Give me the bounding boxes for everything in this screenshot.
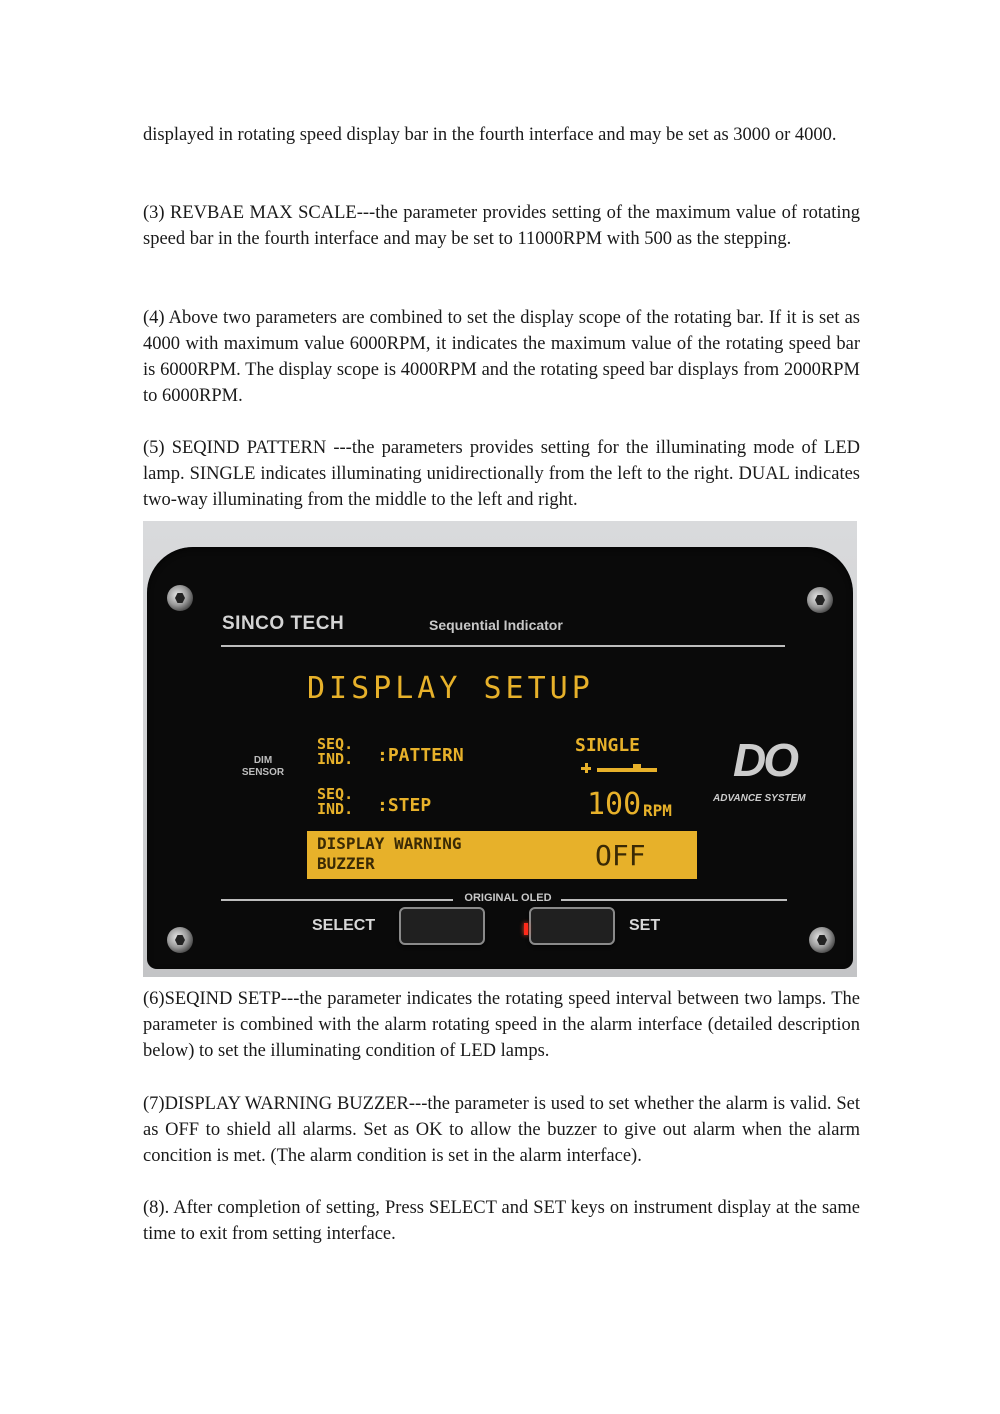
buzzer-value[interactable]: OFF [595, 839, 646, 872]
screw-icon [167, 585, 193, 611]
paragraph-seqind-step: (6)SEQIND SETP---the parameter indicates the rotating speed interval between two lamps. The parameter is combined with the alarm rotating speed in the alarm interface (detailed description below) to set the illuminating condition of LED lamps. [143, 989, 860, 1061]
brand-name: SINCO TECH [222, 613, 345, 634]
buzzer-label: DISPLAY WARNING BUZZER [317, 834, 462, 873]
select-button[interactable] [399, 907, 485, 945]
set-label: SET [629, 917, 661, 934]
screen-title: DISPLAY SETUP [307, 671, 594, 706]
single-direction-icon [581, 763, 661, 773]
row-prefix: SEQ. IND. [317, 785, 354, 818]
dim-sensor-label: DIM SENSOR [241, 755, 285, 778]
set-button[interactable] [529, 907, 615, 945]
step-unit: RPM [643, 801, 672, 820]
paragraph-revbar-max-scale: (3) REVBAE MAX SCALE---the parameter provides setting of the maximum value of rotating speed bar in the fourth interface and may be set to 11000RPM with 500 as the stepping. [143, 203, 860, 249]
screw-icon [807, 587, 833, 613]
paragraph-display-scope: (4) Above two parameters are combined to set the display scope of the rotating bar. If it is set as 4000 with maximum value 6000RPM, it indicates the maximum value of the rotating speed bar is 6000RPM. The display scope is 4000RPM and the rotating speed bar displays from 2000RPM to 6000RPM. [143, 308, 860, 406]
brand-subtitle: Sequential Indicator [429, 617, 563, 633]
paragraph-seqind-pattern: (5) SEQIND PATTERN ---the parameters provides setting for the illuminating mode of LED lamp. SINGLE indicates illuminating unidirectionally from the left to the right. DUAL indicates two-way illuminating from the middle to the left and right. [143, 438, 860, 510]
screw-icon [809, 927, 835, 953]
row-prefix: SEQ. IND. [317, 735, 354, 768]
divider [561, 899, 787, 901]
led-indicator [524, 923, 528, 935]
device-photo [143, 521, 857, 977]
pattern-label: :PATTERN [377, 745, 464, 766]
step-value[interactable]: 100 [587, 787, 642, 822]
paragraph-exit-setting: (8). After completion of setting, Press SELECT and SET keys on instrument display at the same time to exit from setting interface. [143, 1198, 860, 1244]
divider [221, 899, 453, 901]
device-body [147, 547, 853, 969]
paragraph-warning-buzzer: (7)DISPLAY WARNING BUZZER---the parameter is used to set whether the alarm is valid. Set as OFF to shield all alarms. Set as OK to allow the buzzer to give out alarm when the alarm concition is met. (The alarm condition is set in the alarm interface). [143, 1094, 860, 1166]
paragraph-1: displayed in rotating speed display bar in the fourth interface and may be set as 3000 or 4000. [143, 125, 837, 145]
logo-subtitle: ADVANCE SYSTEM [713, 793, 806, 804]
oled-label: ORIGINAL OLED [464, 892, 552, 904]
do-logo: DO [733, 734, 796, 786]
step-label: :STEP [377, 795, 432, 816]
pattern-value[interactable]: SINGLE [575, 735, 641, 756]
screw-icon [167, 927, 193, 953]
select-label: SELECT [312, 917, 376, 934]
divider [221, 645, 785, 647]
